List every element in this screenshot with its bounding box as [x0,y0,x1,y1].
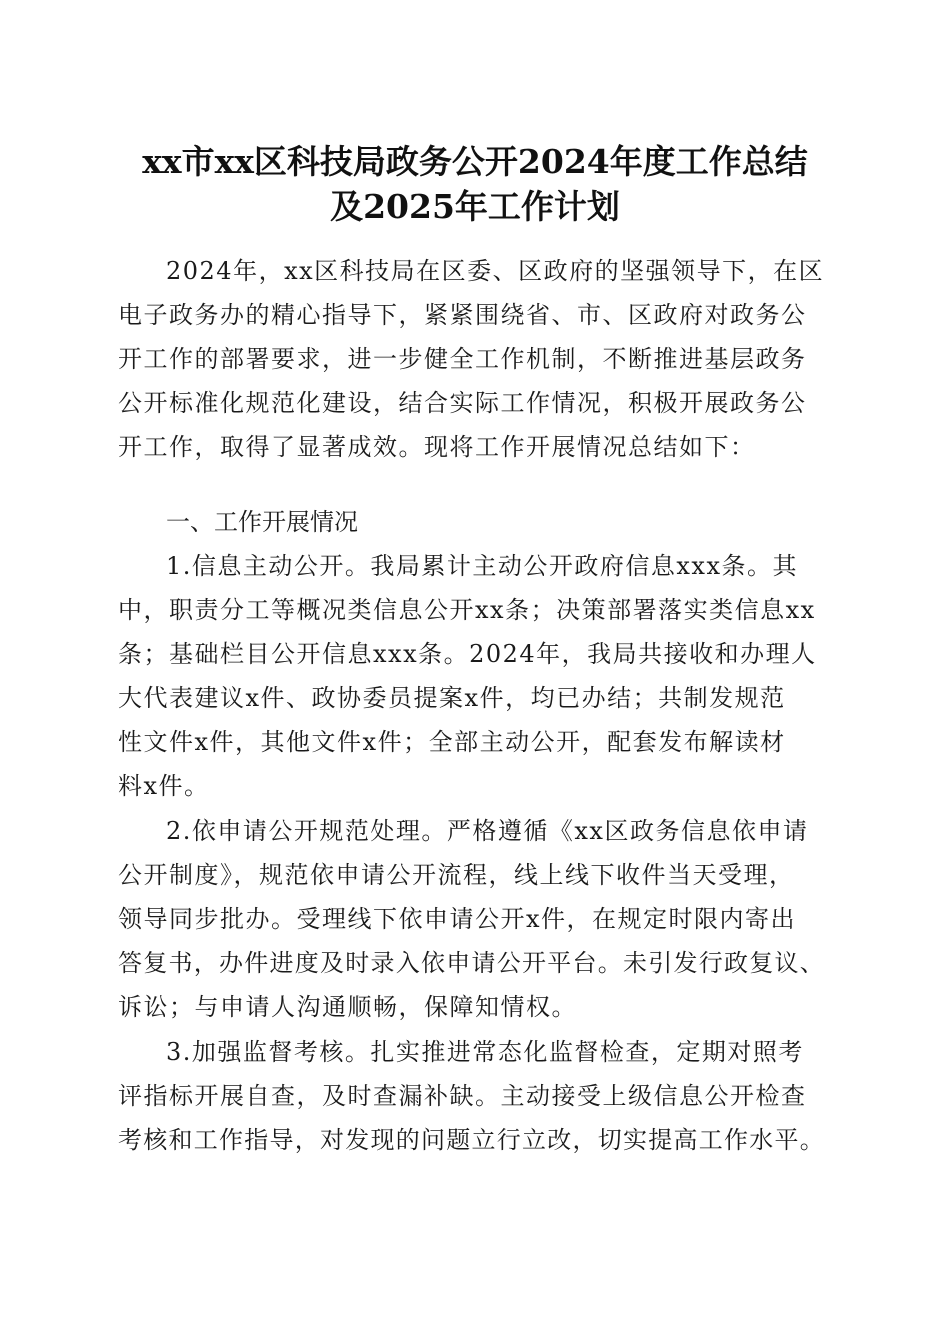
paragraph-line: 中，职责分工等概况类信息公开xx条；决策部署落实类信息xx [118,596,816,624]
paragraph-line: 领导同步批办。受理线下依申请公开x件，在规定时限内寄出 [118,905,797,933]
paragraph-line: 3.加强监督考核。扎实推进常态化监督检查，定期对照考 [166,1038,804,1066]
paragraph-line: 大代表建议x件、政协委员提案x件，均已办结；共制发规范 [118,684,786,712]
paragraph-line: 考核和工作指导，对发现的问题立行立改，切实提高工作水平。 [118,1126,825,1154]
paragraph-line: 开工作的部署要求，进一步健全工作机制，不断推进基层政务 [118,345,807,373]
paragraph-line: 2024年，xx区科技局在区委、区政府的坚强领导下，在区 [166,257,825,285]
paragraph-line: 公开制度》，规范依申请公开流程，线上线下收件当天受理， [118,861,795,889]
paragraph-line: 诉讼；与申请人沟通顺畅，保障知情权。 [118,993,577,1021]
document-title-line-2: 及2025年工作计划 [330,187,620,226]
paragraph-line: 答复书，办件进度及时录入依申请公开平台。未引发行政复议、 [118,949,825,977]
paragraph-line: 评指标开展自查，及时查漏补缺。主动接受上级信息公开检查 [118,1082,807,1110]
paragraph-line: 料x件。 [118,772,210,800]
paragraph-line: 开工作，取得了显著成效。现将工作开展情况总结如下： [118,433,756,461]
paragraph-line: 公开标准化规范化建设，结合实际工作情况，积极开展政务公 [118,389,807,417]
paragraph-line: 1.信息主动公开。我局累计主动公开政府信息xxx条。其 [166,552,799,580]
paragraph-line: 2.依申请公开规范处理。严格遵循《xx区政务信息依申请 [166,817,809,845]
paragraph-line: 性文件x件，其他文件x件；全部主动公开，配套发布解读材 [118,728,786,756]
paragraph-line: 条；基础栏目公开信息xxx条。2024年，我局共接收和办理人 [118,640,817,668]
paragraph-line: 电子政务办的精心指导下，紧紧围绕省、市、区政府对政务公 [118,301,807,329]
section-heading: 一、工作开展情况 [166,508,358,536]
document-title-line-1: xx市xx区科技局政务公开2024年度工作总结 [142,142,808,181]
